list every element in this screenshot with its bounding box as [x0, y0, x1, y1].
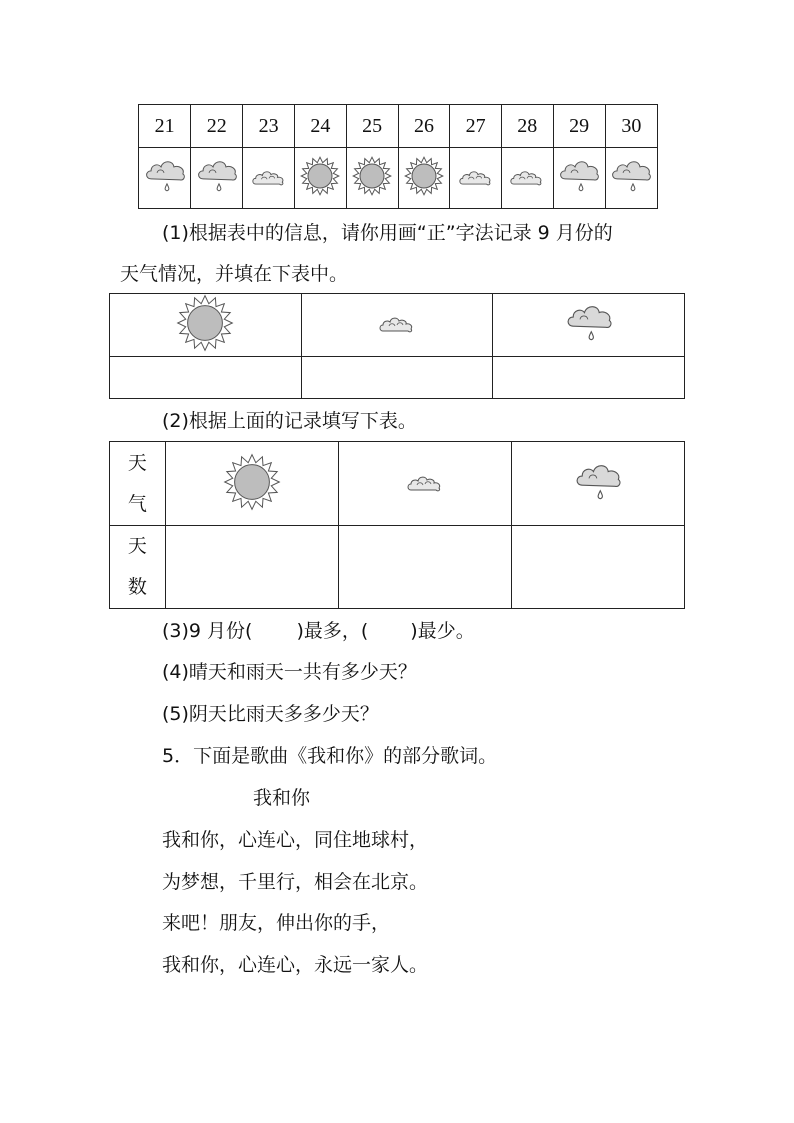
- tally-record-table: [109, 293, 685, 399]
- day-cell: 23: [243, 105, 295, 148]
- label-char: 数: [127, 576, 147, 598]
- weather-cell: [605, 148, 657, 209]
- song-line: 为梦想，千里行，相会在北京。: [162, 871, 429, 893]
- question-3-part-b: )最多，(: [296, 620, 369, 642]
- rain-header-cell: [511, 442, 684, 526]
- cloudy-days-cell[interactable]: [338, 526, 511, 609]
- weather-cell: [450, 148, 502, 209]
- cloud-icon: [405, 471, 445, 497]
- label-char: 天: [127, 451, 147, 474]
- weather-row-label: [110, 442, 166, 526]
- day-cell: 21: [139, 105, 191, 148]
- cloud-icon: [250, 166, 288, 191]
- sun-icon: [223, 453, 281, 515]
- weather-cell: [346, 148, 398, 209]
- tally-answer-row: [110, 357, 685, 399]
- sunny-header-cell: [110, 294, 302, 357]
- weather-cell: [294, 148, 346, 209]
- day-weather-table: [138, 104, 658, 209]
- problem-5-heading: 5．下面是歌曲《我和你》的部分歌词。: [162, 745, 498, 767]
- days-row-label: [110, 526, 166, 609]
- question-1-line-2: 天气情况，并填在下表中。: [120, 263, 349, 285]
- question-3-part-a: (3)9 月份(: [162, 620, 253, 642]
- weather-days-table: [109, 441, 685, 609]
- day-cell: 30: [605, 105, 657, 148]
- day-cell: 29: [553, 105, 605, 148]
- question-4: (4)晴天和雨天一共有多少天？: [162, 661, 417, 683]
- song-line: 我和你，心连心，同住地球村，: [162, 829, 429, 851]
- cloudy-header-cell: [301, 294, 493, 357]
- question-1-line-1: (1)根据表中的信息，请你用画“正”字法记录 9 月份的: [162, 222, 613, 244]
- rain-cloud-icon: [573, 458, 623, 510]
- weather-row: [110, 442, 685, 526]
- weather-cell: [139, 148, 191, 209]
- rain-cloud-icon: [195, 155, 239, 201]
- rain-cloud-icon: [564, 299, 614, 351]
- weather-cell: [501, 148, 553, 209]
- rain-days-cell[interactable]: [511, 526, 684, 609]
- cloudy-tally-cell[interactable]: [301, 357, 493, 399]
- sun-icon: [176, 294, 234, 356]
- cloud-icon: [377, 312, 417, 338]
- day-number-row: [139, 105, 658, 148]
- sun-icon: [352, 156, 392, 200]
- label-char: 天: [127, 535, 147, 557]
- song-line: 来吧！朋友，伸出你的手，: [162, 912, 391, 934]
- tally-icon-row: [110, 294, 685, 357]
- weather-cell: [553, 148, 605, 209]
- sunny-days-cell[interactable]: [165, 526, 338, 609]
- question-5: (5)阴天比雨天多多少天？: [162, 703, 379, 725]
- rain-header-cell: [493, 294, 685, 357]
- sunny-header-cell: [165, 442, 338, 526]
- day-cell: 22: [191, 105, 243, 148]
- song-line: 我和你，心连心，永远一家人。: [162, 954, 429, 976]
- sun-icon: [300, 156, 340, 200]
- sunny-tally-cell[interactable]: [110, 357, 302, 399]
- sun-icon: [404, 156, 444, 200]
- weather-cell: [191, 148, 243, 209]
- question-2: (2)根据上面的记录填写下表。: [162, 410, 417, 432]
- cloud-icon: [457, 166, 495, 191]
- day-cell: 28: [501, 105, 553, 148]
- day-cell: 27: [450, 105, 502, 148]
- cloudy-header-cell: [338, 442, 511, 526]
- rain-cloud-icon: [609, 155, 653, 201]
- day-cell: 24: [294, 105, 346, 148]
- day-cell: 25: [346, 105, 398, 148]
- question-3-part-c: )最少。: [410, 620, 475, 642]
- day-cell: 26: [398, 105, 450, 148]
- question-3: [162, 619, 475, 643]
- label-char: 气: [127, 492, 147, 515]
- rain-cloud-icon: [557, 155, 601, 201]
- weather-cell: [243, 148, 295, 209]
- song-title: 我和你: [253, 787, 311, 809]
- day-weather-row: [139, 148, 658, 209]
- cloud-icon: [508, 166, 546, 191]
- rain-tally-cell[interactable]: [493, 357, 685, 399]
- weather-cell: [398, 148, 450, 209]
- rain-cloud-icon: [143, 155, 187, 201]
- days-row: [110, 526, 685, 609]
